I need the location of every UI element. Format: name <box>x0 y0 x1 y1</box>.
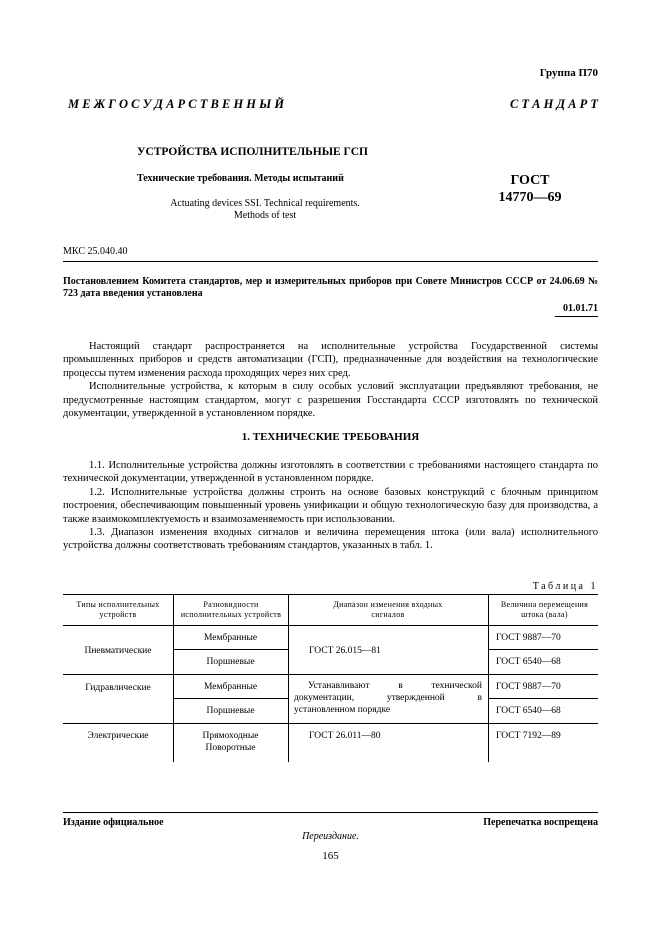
variant-piston: Поршневые <box>206 706 255 716</box>
table-1 <box>63 594 598 762</box>
decree-text: Постановлением Комитета стандартов, мер и измерительных приборов при Совете Министров СССР от 24.06.69 № 723 дата введения установлена <box>63 276 598 299</box>
table-row-divider <box>488 649 598 650</box>
english-title-line2: Methods of test <box>233 210 297 221</box>
range-electric: ГОСТ 26.011—80 <box>309 731 381 741</box>
document-title: УСТРОЙСТВА ИСПОЛНИТЕЛЬНЫЕ ГСП <box>137 146 368 158</box>
table-row-divider <box>488 698 598 699</box>
variant-membrane: Мембранные <box>203 633 258 643</box>
header-range: Диапазон изменения входных сигналов <box>333 600 443 619</box>
variant-membrane: Мембранные <box>203 682 258 692</box>
standard-banner <box>68 97 598 112</box>
stroke-hydraulic-membrane: ГОСТ 9887—70 <box>496 682 561 692</box>
stroke-electric: ГОСТ 7192—89 <box>496 731 561 741</box>
header-stroke: Величина перемещения штока (вала) <box>500 600 589 619</box>
banner-right: С Т А Н Д А Р Т <box>509 97 598 111</box>
table-row-divider <box>173 649 288 650</box>
document-subtitle: Технические требования. Методы испытаний <box>137 173 344 184</box>
intro-paragraph-1: Настоящий стандарт распространяется на исполнительные устройства Государственной системы промышленных приборов и средств автоматизации (ГСП), предназначенные для воздействия на технологические процессы путем изменения расхода проходящих через них сред. <box>63 341 598 379</box>
table-caption: Таблица 1 <box>532 581 598 592</box>
english-title-line1: Actuating devices SSI. Technical requirements. <box>170 198 360 209</box>
table-group-divider <box>63 723 598 724</box>
stroke-hydraulic-piston: ГОСТ 6540—68 <box>496 706 561 716</box>
page-number: 165 <box>322 850 339 862</box>
reissue-note: Переиздание. <box>302 831 359 842</box>
header-divider <box>63 261 598 262</box>
intro-paragraph-2: Исполнительные устройства, к которым в силу особых условий эксплуатации предъявляют требования, не предусмотренные настоящим стандартом, могут с разрешения Госстандарта СССР изготовлять по технической документации, утвержденной в установленном порядке. <box>63 381 598 420</box>
table-column-divider <box>288 594 289 762</box>
gost-label: ГОСТ <box>510 173 550 188</box>
range-pneumatic: ГОСТ 26.015—81 <box>309 646 381 656</box>
table-row-divider <box>173 698 288 699</box>
type-electric: Электрические <box>87 731 149 741</box>
mks-code: МКС 25.040.40 <box>63 246 128 257</box>
group-code: Группа П70 <box>539 67 598 79</box>
table-column-divider <box>488 594 489 762</box>
requirements-section <box>63 459 598 553</box>
stroke-pneumatic-piston: ГОСТ 6540—68 <box>496 657 561 667</box>
variant-straight: Прямоходные <box>202 731 259 741</box>
type-hydraulic: Гидравлические <box>85 683 151 693</box>
banner-left: М Е Ж Г О С У Д А Р С Т В Е Н Н Ы Й <box>68 97 285 111</box>
type-pneumatic: Пневматические <box>84 646 152 656</box>
english-title <box>150 198 380 222</box>
header-types: Типы исполнительных устройств <box>76 600 160 619</box>
range-hydraulic: Устанавливают в технической документации, утвержденной в установленном порядке <box>294 681 482 715</box>
reprint-note: Перепечатка воспрещена <box>483 817 598 828</box>
variant-rotary: Поворотные <box>205 743 256 753</box>
footer-divider <box>63 812 598 813</box>
clause-1-2: 1.2. Исполнительные устройства должны строить на основе базовых конструкций с блочным принципом построения, обеспечивающим повышенный уровень унификации и общую технологическую базу для производства, а также взаимокомплектуемость и взаимозаменяемость при использовании. <box>63 486 598 525</box>
clause-1-1: 1.1. Исполнительные устройства должны изготовлять в соответствии с требованиями настоящего стандарта по технической документации, утвержденной в установленном порядке. <box>63 460 598 485</box>
clause-1-3: 1.3. Диапазон изменения входных сигналов и величина перемещения штока (или вала) исполнительного устройства должны соответствовать требованиям стандартов, указанных в табл. 1. <box>63 527 598 552</box>
date-underline <box>555 316 598 317</box>
section-heading: 1. ТЕХНИЧЕСКИЕ ТРЕБОВАНИЯ <box>241 431 420 443</box>
intro-section <box>63 340 598 420</box>
stroke-pneumatic-membrane: ГОСТ 9887—70 <box>496 633 561 643</box>
variant-piston: Поршневые <box>206 657 255 667</box>
header-variants: Разновидности исполнительных устройств <box>180 600 282 619</box>
table-group-divider <box>63 674 598 675</box>
table-top-border <box>63 594 598 595</box>
table-header-border <box>63 625 598 626</box>
gost-designation <box>480 172 580 206</box>
intro-date: 01.01.71 <box>563 303 598 314</box>
gost-number: 14770—69 <box>498 190 562 205</box>
edition-note: Издание официальное <box>63 817 164 828</box>
